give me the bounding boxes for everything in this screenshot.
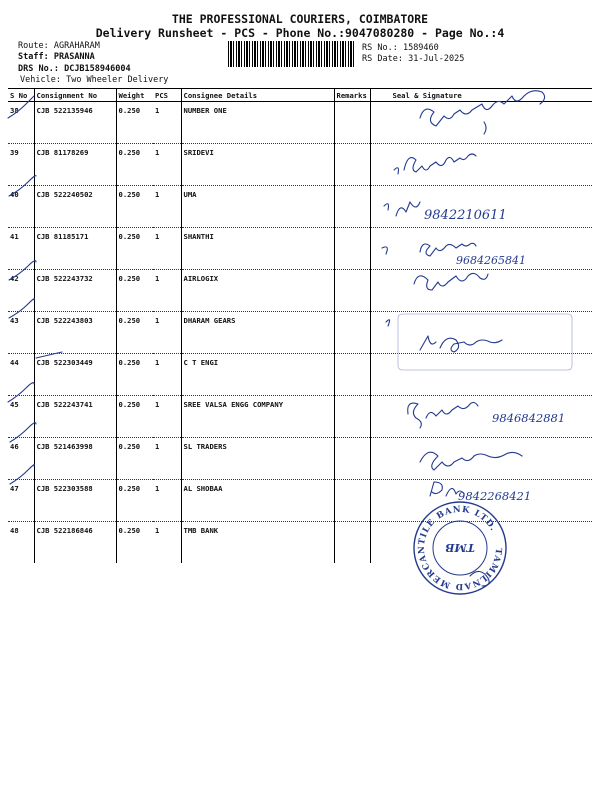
col-consignee: Consignee Details <box>181 89 334 102</box>
rs-date-label: RS Date: <box>362 54 403 64</box>
cell-signature <box>370 312 592 354</box>
cell-consignee: SREE VALSA ENGG COMPANY <box>181 396 334 438</box>
table-row <box>8 312 592 354</box>
cell-weight: 0.250 <box>116 354 153 396</box>
seal-ring-text: TAMILNAD MERCANTILE BANK LTD. <box>416 504 504 592</box>
drs-label: DRS No.: <box>18 64 59 74</box>
signature-45-phone: 9846842881 <box>492 411 566 425</box>
cell-consignment: CJB 522243803 <box>34 312 116 354</box>
seal-signature <box>470 571 489 586</box>
cell-remarks <box>334 480 370 522</box>
cell-consignee: UMA <box>181 186 334 228</box>
cell-pcs: 1 <box>153 438 181 480</box>
cell-signature <box>370 354 592 396</box>
col-sno: S No <box>8 89 34 102</box>
cell-consignment: CJB 522303588 <box>34 480 116 522</box>
cell-signature <box>370 438 592 480</box>
cell-pcs: 1 <box>153 228 181 270</box>
cell-signature <box>370 480 592 522</box>
cell-consignee: AIRLOGIX <box>181 270 334 312</box>
cell-pcs: 1 <box>153 354 181 396</box>
cell-consignee: SL TRADERS <box>181 438 334 480</box>
runsheet-subtitle: Delivery Runsheet - PCS - Phone No.:9047080280 - Page No.:4 <box>95 26 505 40</box>
cell-sno: 43 <box>8 312 34 354</box>
signature-40-phone: 9842210611 <box>424 208 507 223</box>
col-pcs: PCS <box>153 89 181 102</box>
table-row <box>8 354 592 396</box>
table-row <box>8 522 592 564</box>
col-remarks: Remarks <box>334 89 370 102</box>
cell-consignment: CJB 522240502 <box>34 186 116 228</box>
cell-sno: 45 <box>8 396 34 438</box>
cell-weight: 0.250 <box>116 144 153 186</box>
staff-label: Staff: <box>18 52 49 62</box>
cell-consignee: AL SHOBAA <box>181 480 334 522</box>
company-title: THE PROFESSIONAL COURIERS, COIMBATORE <box>171 12 429 26</box>
seal-center-text: TMB <box>445 541 475 554</box>
cell-weight: 0.250 <box>116 480 153 522</box>
rs-no-label: RS No.: <box>362 43 398 53</box>
rs-no-value: 1589460 <box>402 43 439 53</box>
cell-sno: 46 <box>8 438 34 480</box>
cell-weight: 0.250 <box>116 438 153 480</box>
route-label: Route: <box>18 41 49 51</box>
cell-consignment: CJB 522186846 <box>34 522 116 564</box>
runsheet-table <box>8 88 592 563</box>
table-row <box>8 438 592 480</box>
cell-signature <box>370 396 592 438</box>
table-row <box>8 186 592 228</box>
cell-consignee: TMB BANK <box>181 522 334 564</box>
staff-line <box>18 52 95 63</box>
table-row <box>8 480 592 522</box>
table-row <box>8 270 592 312</box>
cell-weight: 0.250 <box>116 522 153 564</box>
cell-signature <box>370 102 592 144</box>
rs-date-value: 31-Jul-2025 <box>408 54 465 64</box>
vehicle-label: Vehicle: <box>20 75 61 85</box>
cell-remarks <box>334 522 370 564</box>
cell-sno: 40 <box>8 186 34 228</box>
cell-pcs: 1 <box>153 186 181 228</box>
cell-signature <box>370 228 592 270</box>
cell-signature <box>370 186 592 228</box>
cell-signature <box>370 522 592 564</box>
cell-remarks <box>334 438 370 480</box>
route-line <box>18 41 100 52</box>
drs-line <box>18 64 131 75</box>
table-row <box>8 228 592 270</box>
cell-weight: 0.250 <box>116 270 153 312</box>
cell-signature <box>370 270 592 312</box>
cell-pcs: 1 <box>153 480 181 522</box>
cell-consignment: CJB 522135946 <box>34 102 116 144</box>
table-header-row <box>8 89 592 102</box>
cell-remarks <box>334 186 370 228</box>
cell-consignment: CJB 81178269 <box>34 144 116 186</box>
rs-no-line <box>362 43 439 54</box>
cell-pcs: 1 <box>153 312 181 354</box>
cell-sno: 38 <box>8 102 34 144</box>
barcode-image <box>228 41 356 67</box>
cell-sno: 41 <box>8 228 34 270</box>
cell-consignment: CJB 81185171 <box>34 228 116 270</box>
table-row <box>8 396 592 438</box>
cell-pcs: 1 <box>153 396 181 438</box>
col-consignment: Consignment No <box>34 89 116 102</box>
cell-remarks <box>334 144 370 186</box>
vehicle-line <box>20 75 168 86</box>
cell-weight: 0.250 <box>116 186 153 228</box>
cell-remarks <box>334 396 370 438</box>
cell-consignee: SHANTHI <box>181 228 334 270</box>
cell-sno: 42 <box>8 270 34 312</box>
cell-pcs: 1 <box>153 102 181 144</box>
cell-remarks <box>334 270 370 312</box>
cell-weight: 0.250 <box>116 228 153 270</box>
cell-consignment: CJB 521463998 <box>34 438 116 480</box>
cell-remarks <box>334 102 370 144</box>
table-row <box>8 102 592 144</box>
cell-consignee: C T ENGI <box>181 354 334 396</box>
cell-signature <box>370 144 592 186</box>
cell-remarks <box>334 312 370 354</box>
cell-sno: 48 <box>10 526 19 535</box>
cell-consignment: CJB 522243741 <box>34 396 116 438</box>
col-weight: Weight <box>116 89 153 102</box>
table-row <box>8 144 592 186</box>
cell-pcs: 1 <box>155 526 160 535</box>
cell-sno: 47 <box>8 480 34 522</box>
cell-consignee: SRIDEVI <box>181 144 334 186</box>
cell-sno: 39 <box>8 144 34 186</box>
cell-consignee: NUMBER ONE <box>181 102 334 144</box>
rs-date-line <box>362 54 464 65</box>
cell-weight: 0.250 <box>116 312 153 354</box>
route-value: AGRAHARAM <box>53 41 100 51</box>
cell-weight: 0.250 <box>116 102 153 144</box>
staff-value: PRASANNA <box>53 52 95 62</box>
col-seal-signature: Seal & Signature <box>370 89 592 102</box>
drs-value: DCJB158946004 <box>64 64 131 74</box>
cell-remarks <box>334 354 370 396</box>
cell-pcs: 1 <box>153 144 181 186</box>
cell-remarks <box>334 228 370 270</box>
cell-weight: 0.250 <box>116 396 153 438</box>
cell-sno: 44 <box>8 354 34 396</box>
cell-pcs: 1 <box>153 270 181 312</box>
cell-consignment: CJB 522243732 <box>34 270 116 312</box>
vehicle-value: Two Wheeler Delivery <box>66 75 169 85</box>
cell-consignment: CJB 522303449 <box>34 354 116 396</box>
signature-41-phone: 9684265841 <box>456 254 526 267</box>
cell-consignee: DHARAM GEARS <box>181 312 334 354</box>
signature-47-phone: 9842268421 <box>458 489 532 503</box>
